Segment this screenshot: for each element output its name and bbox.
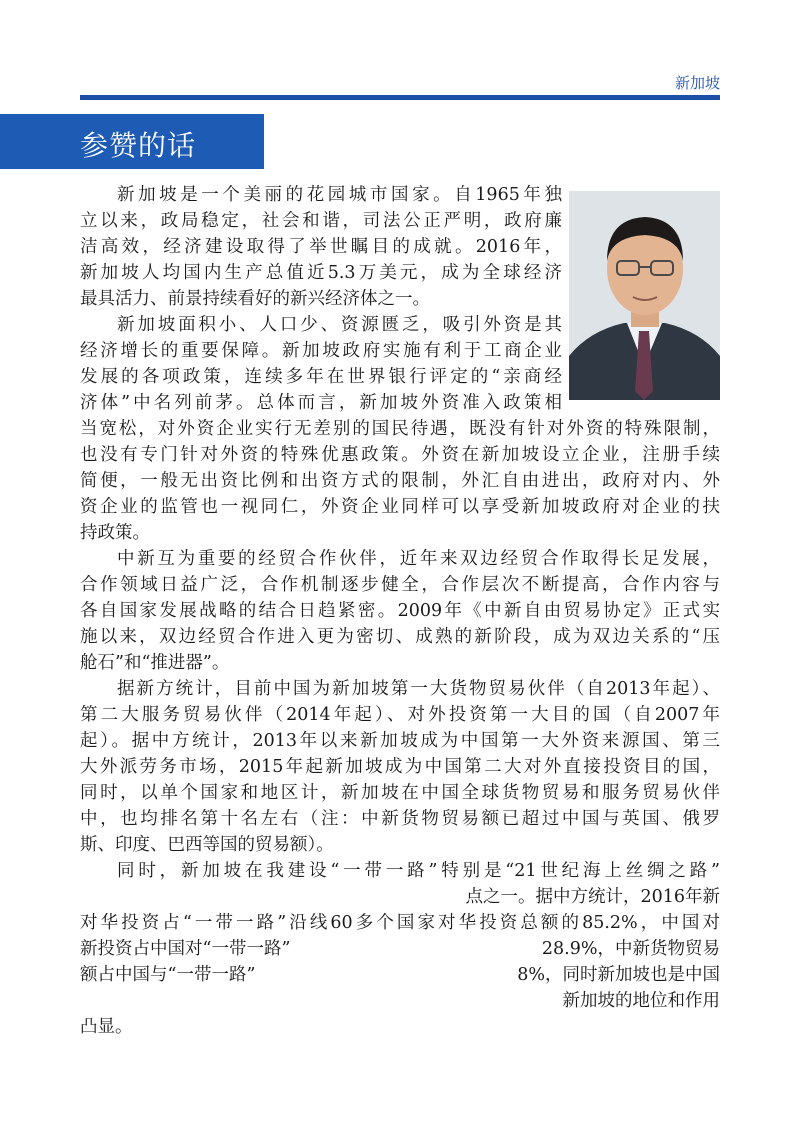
section-title: 参赞的话 [80, 129, 197, 162]
paragraph-line: 起）。据中方统计，2013年以来新加坡成为中国第一大外资来源国、第三 [80, 731, 720, 751]
paragraph-line: 第二大服务贸易伙伴（2014年起）、对外投资第一大目的国（自2007年 [80, 705, 720, 725]
paragraph-line: 济体”中名列前茅。总体而言，新加坡外资准入政策相 [80, 393, 562, 413]
paragraph-line: 28.9%，中新货物贸易 [541, 939, 720, 959]
paragraph-line: 最具活力、前景持续看好的新兴经济体之一。 [80, 289, 430, 309]
paragraph-line: 也没有专门针对外资的特殊优惠政策。外资在新加坡设立企业，注册手续 [80, 445, 720, 465]
paragraph-line: 斯、印度、巴西等国的贸易额）。 [80, 835, 334, 855]
paragraph-line: 洁高效，经济建设取得了举世瞩目的成就。2016年， [80, 237, 562, 257]
paragraph-line: 资企业的监管也一视同仁，外资企业同样可以享受新加坡政府对企业的扶 [80, 497, 720, 517]
counselor-portrait [569, 191, 720, 400]
paragraph-line: 持政策。 [80, 523, 150, 543]
paragraph-line: 发展的各项政策，连续多年在世界银行评定的“亲商经 [80, 367, 562, 387]
paragraph-line: 简便，一般无出资比例和出资方式的限制，外汇自由进出，政府对内、外 [80, 471, 720, 491]
header-divider [80, 95, 720, 100]
paragraph-line: 点之一。据中方统计，2016年新 [465, 887, 720, 907]
paragraph-line: 中新互为重要的经贸合作伙伴，近年来双边经贸合作取得长足发展， [117, 549, 720, 569]
paragraph-line: 新加坡人均国内生产总值近5.3万美元，成为全球经济 [80, 263, 562, 283]
paragraph-line: 8%，同时新加坡也是中国 [517, 965, 720, 985]
paragraph-line: 中，也均排名第十名左右（注：中新货物贸易额已超过中国与英国、俄罗 [80, 809, 720, 829]
paragraph-line: 同时，以单个国家和地区计，新加坡在中国全球货物贸易和服务贸易伙伴 [80, 783, 720, 803]
paragraph-line: 立以来，政局稳定，社会和谐，司法公正严明，政府廉 [80, 211, 562, 231]
paragraph-line: 各自国家发展战略的结合日趋紧密。2009年《中新自由贸易协定》正式实 [80, 601, 720, 621]
paragraph-line: 据新方统计，目前中国为新加坡第一大货物贸易伙伴（自2013年起）、 [117, 679, 720, 699]
paragraph-line: 新加坡是一个美丽的花园城市国家。自1965年独 [117, 185, 562, 205]
paragraph-line: 额占中国与“一带一路” [80, 965, 256, 985]
section-title-banner [0, 114, 264, 169]
header-country-label: 新加坡 [674, 74, 720, 92]
paragraph-line: 经济增长的重要保障。新加坡政府实施有利于工商企业 [80, 341, 562, 361]
paragraph-line: 新加坡面积小、人口少、资源匮乏，吸引外资是其 [117, 315, 562, 335]
paragraph-line: 新投资占中国对“一带一路” [80, 939, 291, 959]
paragraph-line: 当宽松，对外资企业实行无差别的国民待遇，既没有针对外资的特殊限制， [80, 419, 720, 439]
paragraph-line: 同时，新加坡在我建设“一带一路”特别是“21世纪海上丝绸之路” [117, 861, 720, 881]
paragraph-line: 大外派劳务市场，2015年起新加坡成为中国第二大对外直接投资目的国， [80, 757, 720, 777]
paragraph-line: 对华投资占“一带一路”沿线60多个国家对华投资总额的85.2%，中国对 [80, 913, 720, 933]
paragraph-line: 施以来，双边经贸合作进入更为密切、成熟的新阶段，成为双边关系的“压 [80, 627, 720, 647]
paragraph-line: 舱石”和“推进器”。 [80, 653, 230, 673]
paragraph-line: 合作领域日益广泛，合作机制逐步健全，合作层次不断提高，合作内容与 [80, 575, 720, 595]
portrait-illustration [569, 191, 720, 400]
paragraph-line: 新加坡的地位和作用 [562, 991, 720, 1011]
paragraph-line: 凸显。 [80, 1017, 133, 1037]
